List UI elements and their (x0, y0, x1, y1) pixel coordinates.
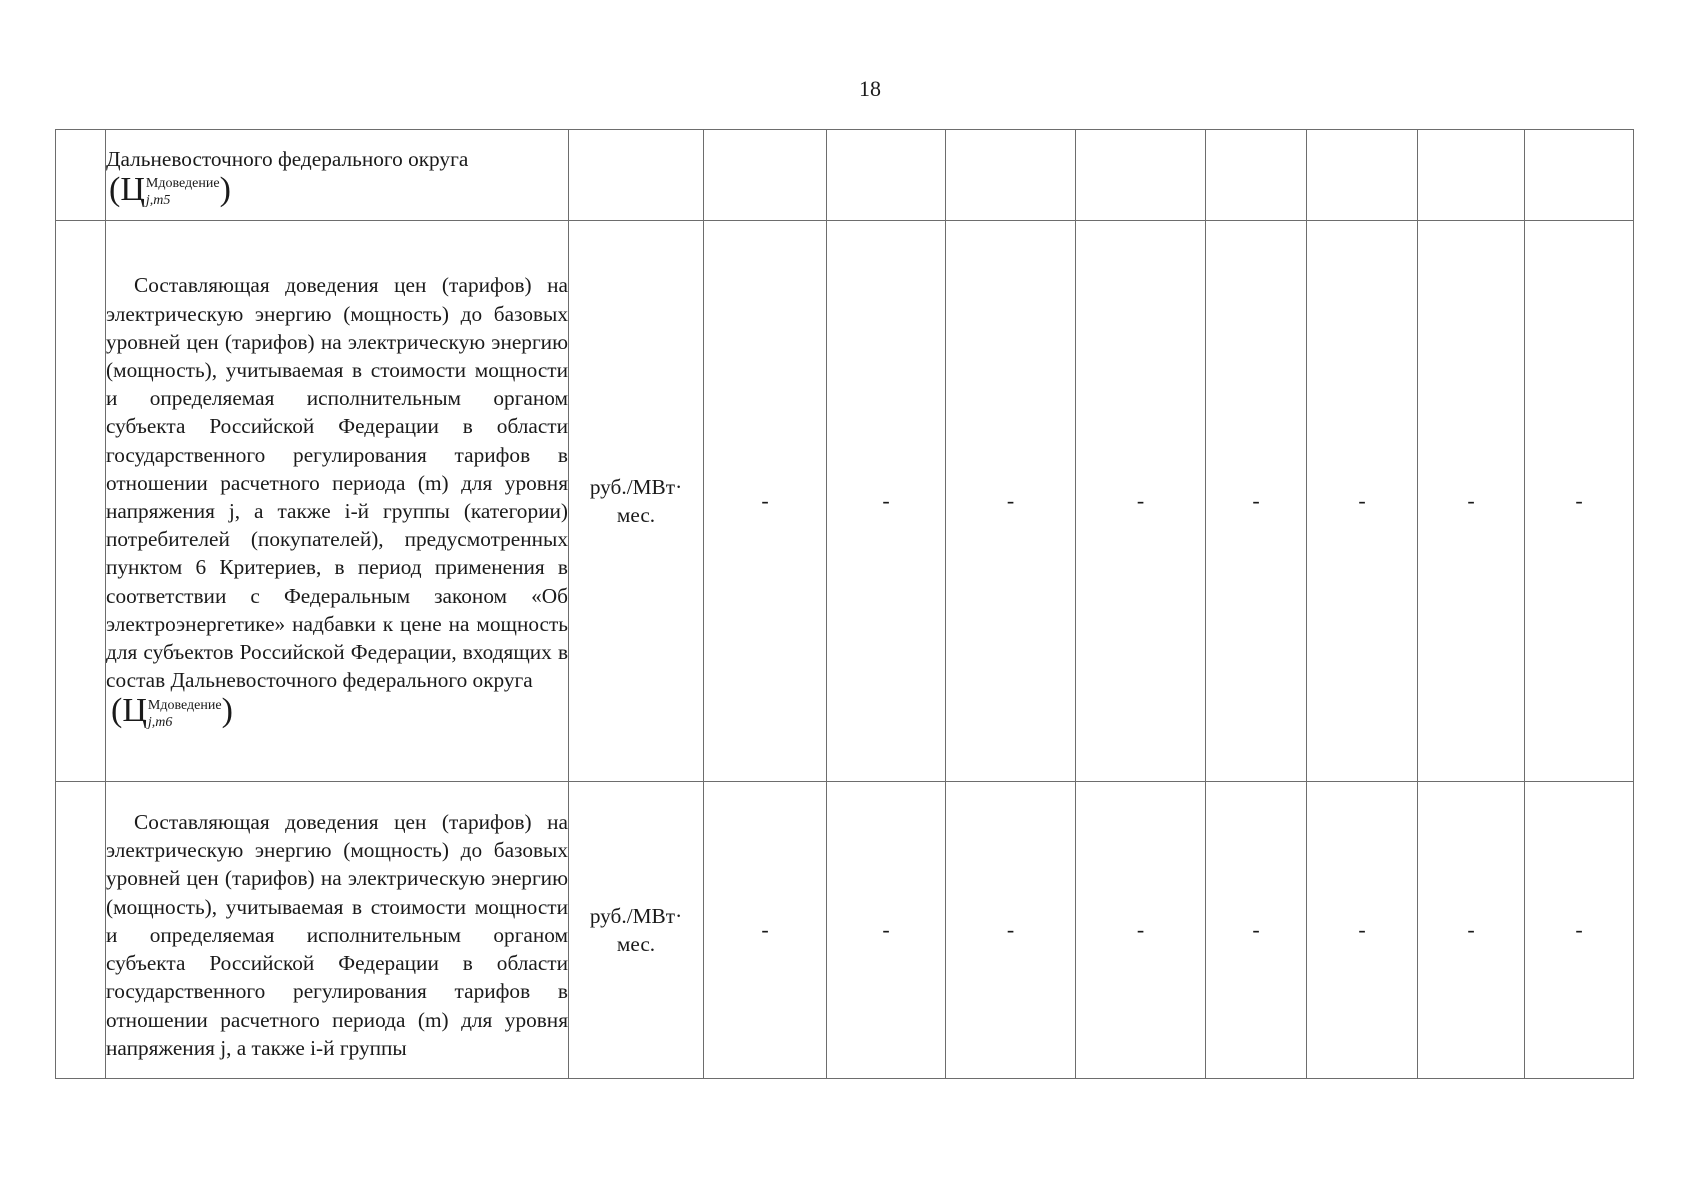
tariff-table (55, 129, 1634, 1079)
table-row (56, 221, 1634, 782)
value-cell: - (946, 782, 1076, 1079)
value-cell: - (827, 782, 946, 1079)
value-cell (1418, 130, 1525, 221)
unit-cell: руб./МВт· мес. (569, 221, 704, 782)
value-cell: - (1206, 221, 1307, 782)
value-cell (1076, 130, 1206, 221)
value-cell: - (1418, 221, 1525, 782)
value-cell (704, 130, 827, 221)
value-cell: - (1076, 782, 1206, 1079)
formula-symbol: (Ц (111, 692, 147, 730)
value-cell: - (1307, 782, 1418, 1079)
value-cell: - (1525, 221, 1634, 782)
formula-subscript: j,m5 (145, 193, 171, 209)
formula-superscript: Мдоведение (147, 697, 222, 713)
formula-subscript: j,m6 (147, 714, 173, 730)
value-cell (1307, 130, 1418, 221)
formula (106, 694, 568, 730)
formula-symbol: (Ц (109, 171, 145, 208)
value-cell: - (704, 782, 827, 1079)
table-row (56, 782, 1634, 1079)
unit-cell (569, 130, 704, 221)
description-text: Дальневосточного федерального округа (106, 146, 469, 171)
value-cell: - (704, 221, 827, 782)
formula (106, 173, 568, 209)
description-cell (106, 130, 569, 221)
formula-close: ) (219, 171, 231, 208)
table-row (56, 130, 1634, 221)
value-cell: - (946, 221, 1076, 782)
formula-superscript: Мдоведение (145, 176, 220, 192)
formula-close: ) (221, 692, 233, 730)
unit-cell: руб./МВт· мес. (569, 782, 704, 1079)
value-cell (827, 130, 946, 221)
description-text: Составляющая доведения цен (тарифов) на электрическую энергию (мощность) до базовых уровней цен (тарифов) на электрическую энергию (мощность), учитываемая в стоимости мощности и определяемая исполнительным органом субъекта Российской Федерации в области государственного регулирования тарифов в отношении расчетного периода (m) для уровня напряжения j, а также i-й группы (106, 810, 568, 1060)
description-text: Составляющая доведения цен (тарифов) на электрическую энергию (мощность) до базовых уровней цен (тарифов) на электрическую энергию (мощность), учитываемая в стоимости мощности и определяемая исполнительным органом субъекта Российской Федерации в области государственного регулирования тарифов в отношении расчетного периода (m) для уровня напряжения j, а также i-й группы (категории) потребителей (покупателей), предусмотренных пунктом 6 Критериев, в период применения в соответствии с Федеральным законом «Об электроэнергетике» надбавки к цене на мощность для субъектов Российской Федерации, входящих в состав Дальневосточного федерального округа (106, 273, 568, 693)
value-cell: - (1076, 221, 1206, 782)
row-number-cell (56, 221, 106, 782)
row-number-cell (56, 130, 106, 221)
description-cell (106, 221, 569, 782)
value-cell (1206, 130, 1307, 221)
value-cell: - (1525, 782, 1634, 1079)
value-cell (1525, 130, 1634, 221)
row-number-cell (56, 782, 106, 1079)
value-cell (946, 130, 1076, 221)
value-cell: - (1307, 221, 1418, 782)
value-cell: - (1206, 782, 1307, 1079)
description-cell (106, 782, 569, 1079)
page-number: 18 (859, 76, 881, 101)
value-cell: - (827, 221, 946, 782)
value-cell: - (1418, 782, 1525, 1079)
